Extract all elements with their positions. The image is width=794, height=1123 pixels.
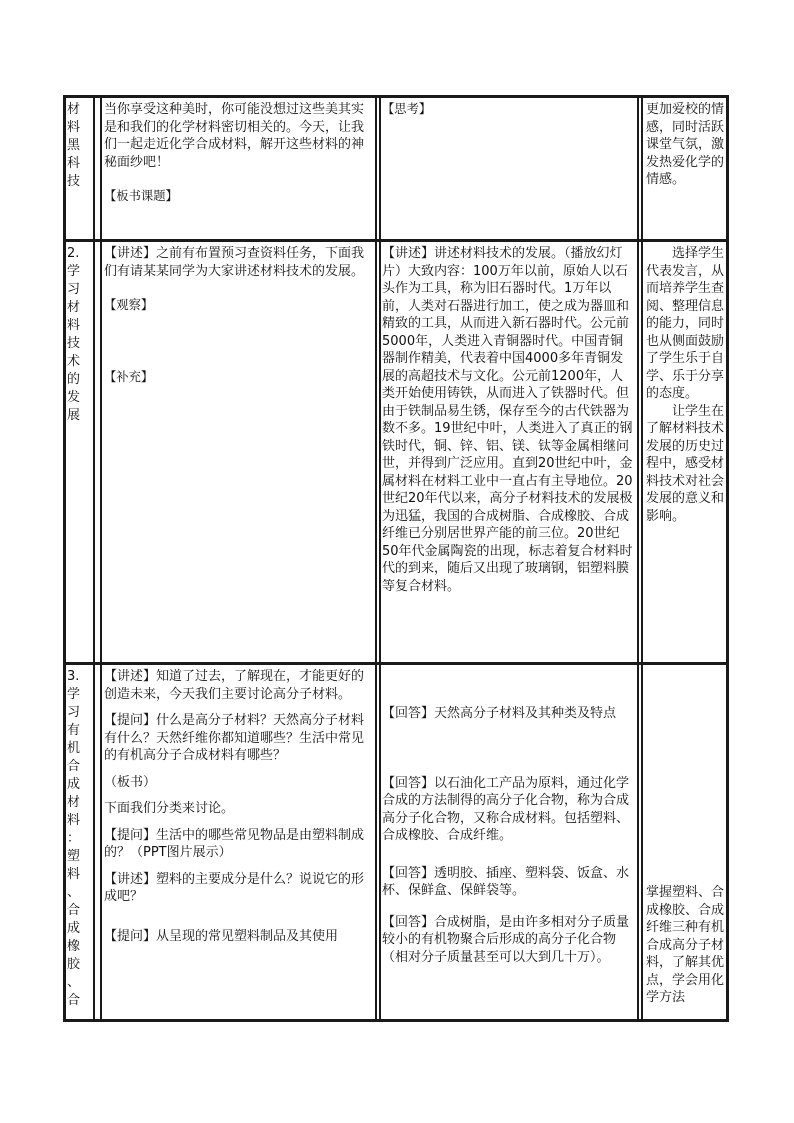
row1-design-intent	[646, 101, 726, 189]
stage-char: 成	[67, 777, 81, 792]
stage-char: 科	[67, 156, 81, 171]
stage-char: 料	[67, 867, 81, 882]
student-text: 【回答】天然高分子材料及其种类及特点	[382, 706, 617, 721]
row2-design-intent	[646, 245, 726, 525]
stage-char: 橡	[67, 939, 81, 954]
row1-stage	[67, 101, 91, 191]
column-divider	[637, 98, 639, 1019]
intent-text: 更加爱校的情感，同时活跃课堂气氛，激发热爱化学的情感。	[646, 102, 725, 187]
stage-char: 塑	[67, 849, 81, 864]
teacher-text: 【提问】什么是高分子材料？天然高分子材料有什么？天然纤维你都知道哪些？生活中常见的有机高分子合成材料有哪些？	[104, 713, 365, 763]
intent-text: 掌握塑料、合成橡胶、合成纤维三种有机合成高分子材料，了解其优点，学会用化学方法	[646, 885, 725, 1005]
teacher-text: （板书）	[104, 774, 157, 790]
row2-stage	[67, 245, 91, 425]
row1-teacher-activity	[104, 101, 368, 206]
stage-char: 胶	[67, 957, 81, 972]
stage-char: 3.	[67, 669, 80, 684]
teacher-text: 【讲述】知道了过去，了解现在，才能更好的创造未来，今天我们主要讨论高分子材料。	[104, 669, 365, 702]
teacher-text: 当你享受这种美时，你可能没想过这些美其实是和我们的化学材料密切相关的。今天，让我们一起走近化学合成材料，解开这些材料的神秘面纱吧！	[104, 102, 365, 170]
stage-char: 料	[67, 120, 81, 135]
student-text: 【回答】合成树脂，是由许多相对分子质量较小的有机物聚合后形成的高分子化合物（相对分子质量甚至可以大到几十万）。	[382, 914, 630, 965]
stage-char: 成	[67, 921, 81, 936]
stage-char: 料	[67, 813, 81, 828]
column-divider	[379, 98, 381, 1019]
stage-char: 习	[67, 282, 81, 297]
stage-char: 材	[67, 102, 81, 117]
student-text: 【思考】	[382, 102, 432, 116]
stage-char: 合	[67, 759, 81, 774]
column-divider	[375, 98, 377, 1019]
blackboard-note: 【板书课题】	[104, 189, 178, 203]
stage-char: 有	[67, 723, 81, 738]
row-divider	[63, 662, 729, 665]
stage-char: 发	[67, 390, 81, 405]
stage-char: 学	[67, 687, 81, 702]
teacher-text: 【观察】	[104, 298, 154, 312]
student-text: 【讲述】讲述材料技术的发展。（播放幻灯片）大致内容：100万年以前，原始人以石头作为工具，称为旧石器时代。1万年以前，人类对石器进行加工，使之成为器皿和精致的工具，从而进入新石器时代。公元前5000年，人类进入青铜器时代。中国青铜器制作精美，代表着中国4000多年青铜发展的高超技术与文化。公元前1200年，人类开始使用铸铁，从而进入了铁器时代。但由于铁制品易生锈，保存至今的古代铁器为数不多。19世纪中叶，人类进入了真正的钢铁时代，铜、锌、铝、镁、钛等金属相继问世，并得到广泛应用。直到20世纪中叶，金属材料在材料工业中一直占有主导地位。20世纪20年代以来，高分子材料技术的发展极为迅猛，我国的合成树脂、合成橡胶、合成纤维已分别居世界产能的前三位。20世纪50年代金属陶瓷的出现，标志着复合材料时代的到来，随后又出现了玻璃钢，铝塑料膜等复合材料。	[382, 246, 633, 594]
teacher-text: 【讲述】之前有布置预习查资料任务，下面我们有请某某同学为大家讲述材料技术的发展。	[104, 246, 365, 279]
stage-char: 料	[67, 318, 81, 333]
row3-teacher-activity	[104, 668, 368, 945]
stage-char: 黑	[67, 138, 81, 153]
row1-student-activity	[382, 101, 634, 119]
row2-teacher-activity	[104, 245, 368, 386]
column-divider	[93, 98, 95, 1019]
stage-char: ：	[67, 831, 81, 846]
row2-student-activity	[382, 245, 634, 595]
stage-char: 合	[67, 903, 81, 918]
stage-char: 2.	[67, 246, 80, 261]
stage-char: 技	[67, 174, 81, 189]
intent-text: 让学生在了解材料技术发展的历史过程中，感受材料技术对社会发展的意义和影响。	[646, 403, 725, 524]
stage-char: 习	[67, 705, 81, 720]
teacher-text: 【提问】从呈现的常见塑料制品及其使用	[104, 928, 339, 944]
row-divider	[63, 239, 729, 242]
stage-char: 、	[67, 885, 81, 900]
stage-char: 展	[67, 408, 81, 423]
intent-text: 选择学生代表发言，从而培养学生查阅、整理信息的能力，同时也从侧面鼓励了学生乐于自学、乐于分享的态度。	[646, 246, 725, 401]
column-divider	[100, 98, 102, 1019]
teacher-text: 【补充】	[104, 369, 154, 384]
student-text: 【回答】以石油化工产品为原料，通过化学合成的方法制得的高分子化合物，称为合成高分子化合物，又称合成材料。包括塑料、合成橡胶、合成纤维。	[382, 775, 630, 843]
stage-char: 术	[67, 354, 81, 369]
row3-student-activity	[382, 705, 634, 966]
stage-char: 的	[67, 372, 81, 387]
teacher-text: 【讲述】塑料的主要成分是什么？说说它的形成吧？	[104, 871, 365, 904]
row3-stage	[67, 668, 91, 1010]
student-text: 【回答】透明胶、插座、塑料袋、饭盒、水杯、保鲜盒、保鲜袋等。	[382, 865, 630, 898]
column-divider	[641, 98, 643, 1019]
teacher-text: 【提问】生活中的哪些常见物品是由塑料制成的？（PPT图片展示）	[104, 827, 365, 860]
stage-char: 合	[67, 993, 81, 1008]
teacher-text: 下面我们分类来讨论。	[104, 801, 235, 816]
stage-char: 、	[67, 975, 81, 990]
row3-design-intent	[646, 884, 726, 1007]
stage-char: 材	[67, 300, 81, 315]
stage-char: 技	[67, 336, 81, 351]
stage-char: 学	[67, 264, 81, 279]
stage-char: 材	[67, 795, 81, 810]
stage-char: 机	[67, 741, 81, 756]
